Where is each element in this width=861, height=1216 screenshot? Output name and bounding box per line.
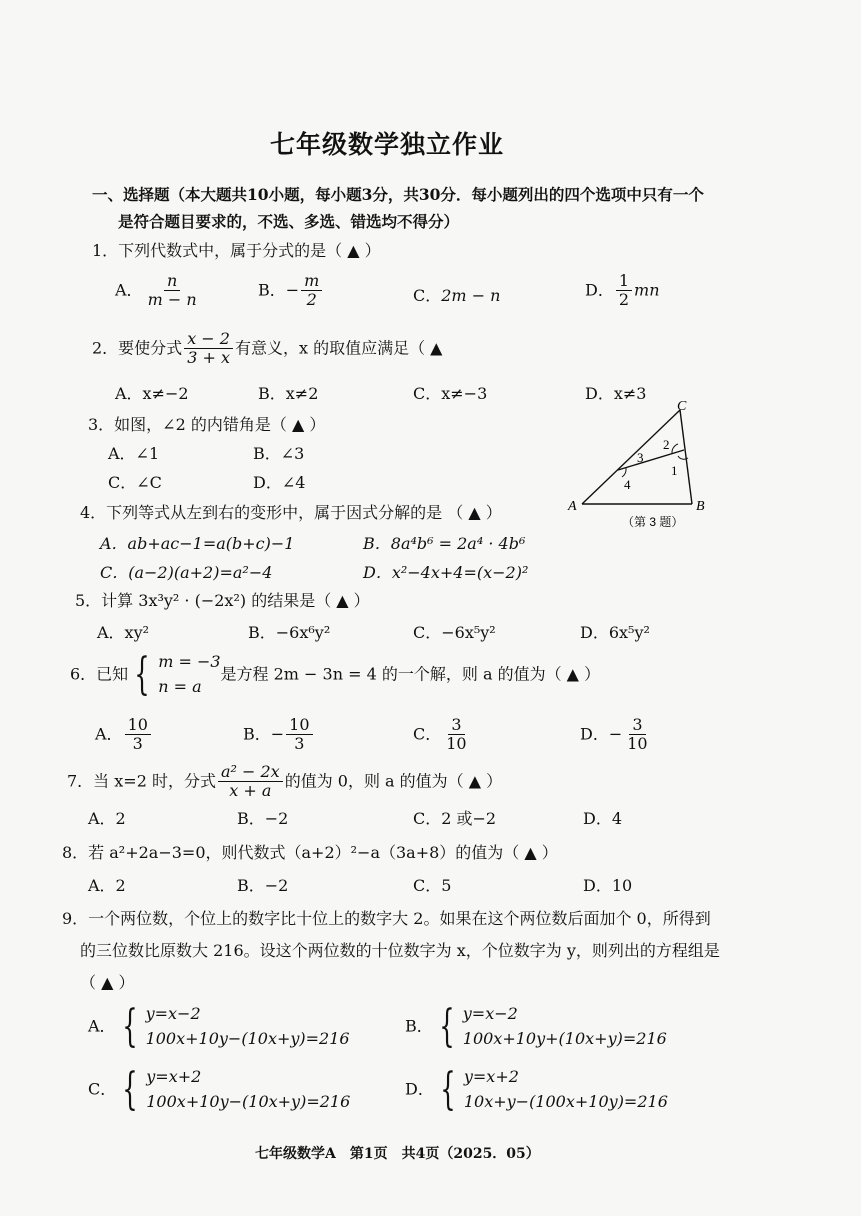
brace: {: [121, 1000, 138, 1052]
page-footer: 七年级数学A 第1页 共4页（2025．05）: [255, 1146, 540, 1162]
option-label: C．: [413, 724, 442, 744]
label-a: A: [568, 499, 577, 514]
system-line: y=x−2: [145, 1004, 201, 1023]
question-9-option-a: [88, 1002, 350, 1052]
option-label: B．−: [258, 280, 300, 300]
question-2-option-a: A．x≠−2: [115, 384, 189, 403]
option-label: D．: [405, 1079, 434, 1099]
option-label: B．−: [243, 724, 285, 744]
system-line: 100x+10y+(10x+y)=216: [462, 1028, 667, 1048]
fraction-numerator: 1: [616, 272, 632, 291]
question-6-stem: [70, 650, 600, 700]
segment-cb: [680, 410, 692, 504]
system-line: 100x+10y−(10x+y)=216: [146, 1091, 351, 1111]
question-9-option-c: [88, 1065, 350, 1115]
page-title: 七年级数学独立作业: [270, 130, 505, 159]
question-8-option-a: A．2: [88, 876, 126, 895]
question-9-line-1: 9．一个两位数，个位上的数字比十位上的数字大 2。如果在这个两位数后面加个 0，所得到: [62, 909, 711, 928]
question-9-option-b: [405, 1002, 667, 1052]
label-b: B: [696, 499, 705, 514]
system-line: y=x−2: [462, 1004, 518, 1023]
fraction-denominator: 2: [618, 290, 630, 310]
equation-system: [434, 1065, 668, 1115]
question-1-option-d: [585, 272, 660, 310]
option-label: A．: [88, 1016, 116, 1036]
question-2-stem: [92, 330, 442, 368]
option-text: 2m − n: [441, 286, 501, 305]
brace: {: [134, 648, 150, 700]
system-line: n = a: [158, 676, 202, 696]
question-8-stem: 8．若 a²+2a−3=0，则代数式（a+2）²−a（3a+8）的值为（ ▲ ）: [62, 843, 558, 862]
fraction-denominator: 3 + x: [187, 348, 230, 368]
brace: {: [439, 1000, 455, 1052]
stem-text: 的值为 0，则 a 的值为（ ▲ ）: [284, 771, 503, 791]
fraction-denominator: 3: [132, 734, 143, 754]
question-6-option-b: [243, 716, 315, 754]
question-9-option-d: [405, 1065, 668, 1115]
option-label: C．: [413, 286, 442, 305]
fraction-denominator: m − n: [147, 290, 197, 310]
fraction-numerator: 3: [629, 716, 645, 735]
question-7-option-c: C．2 或−2: [413, 809, 497, 828]
question-7-option-d: D．4: [583, 809, 623, 828]
question-3-option-d: D．∠4: [253, 473, 306, 492]
stem-text: 2．要使分式: [92, 338, 183, 358]
angle-label-1: 1: [671, 463, 678, 478]
fraction-denominator: 10: [446, 734, 467, 754]
fraction-numerator: n: [164, 272, 180, 291]
fraction-numerator: 10: [125, 716, 151, 735]
brace: {: [122, 1063, 138, 1115]
option-label: B．: [405, 1016, 433, 1036]
system-line: y=x+2: [463, 1067, 519, 1086]
angle-label-3: 3: [637, 450, 644, 465]
question-2-option-c: C．x≠−3: [413, 384, 488, 403]
option-text: mn: [634, 280, 660, 300]
question-7-option-a: A．2: [88, 809, 126, 828]
angle-label-2: 2: [663, 437, 670, 452]
fraction-denominator: x + a: [229, 781, 272, 801]
question-1-option-c: [413, 283, 500, 306]
question-4-option-b: B．8a⁴b⁶ = 2a⁴ · 4b⁶: [363, 534, 526, 553]
question-4-option-c: C．(a−2)(a+2)=a²−4: [100, 563, 273, 582]
question-8-option-b: B．−2: [237, 876, 289, 895]
equation-system: [128, 650, 220, 700]
question-9-line-2: 的三位数比原数大 216。设这个两位数的十位数字为 x，个位数字为 y，则列出的方程组是: [80, 941, 720, 960]
question-7-stem: [67, 763, 502, 801]
question-6-option-d: [580, 716, 653, 754]
fraction-numerator: m: [301, 272, 322, 291]
fraction-numerator: 10: [286, 716, 312, 735]
angle-label-4: 4: [624, 477, 631, 492]
section-header-line2: 是符合题目要求的，不选、多选、错选均不得分）: [118, 212, 460, 231]
question-6-option-c: [413, 716, 472, 754]
fraction-denominator: 2: [306, 290, 317, 310]
brace: {: [440, 1063, 456, 1115]
question-3-option-c: C．∠C: [108, 473, 162, 492]
question-1-stem: 1．下列代数式中，属于分式的是（ ▲ ）: [92, 241, 381, 260]
system-line: y=x+2: [146, 1067, 202, 1086]
question-1-option-a: [115, 272, 202, 310]
question-5-option-d: D．6x⁵y²: [580, 623, 650, 642]
question-5-option-c: C．−6x⁵y²: [413, 623, 496, 642]
section-header-line1: 一、选择题（本大题共10小题，每小题3分，共30分．每小题列出的四个选项中只有一个: [92, 185, 704, 204]
system-line: 10x+y−(100x+10y)=216: [463, 1091, 668, 1111]
question-5-stem: 5．计算 3x³y² · (−2x²) 的结果是（ ▲ ）: [75, 591, 370, 610]
label-c: C: [677, 399, 687, 414]
fraction-denominator: 3: [294, 734, 305, 754]
question-7-option-b: B．−2: [237, 809, 289, 828]
question-4-option-a: A．ab+ac−1=a(b+c)−1: [100, 534, 295, 553]
equation-system: [116, 1002, 350, 1052]
stem-text: 6．已知: [70, 664, 129, 684]
question-3-figure: [560, 398, 720, 538]
fraction-numerator: 3: [448, 716, 464, 735]
option-label: D．−: [580, 724, 623, 744]
question-3-stem: 3．如图，∠2 的内错角是（ ▲ ）: [88, 415, 326, 434]
segment-ac: [582, 410, 680, 504]
question-5-option-a: A．xy²: [97, 623, 150, 642]
question-3-option-b: B．∠3: [253, 444, 305, 463]
system-line: 100x+10y−(10x+y)=216: [145, 1028, 350, 1048]
question-9-line-3: （ ▲ ）: [80, 973, 135, 992]
question-6-option-a: [95, 716, 153, 754]
question-2-option-b: B．x≠2: [258, 384, 319, 403]
question-2-option-d: D．x≠3: [585, 384, 647, 403]
question-8-option-c: C．5: [413, 876, 452, 895]
equation-system: [116, 1065, 350, 1115]
question-4-option-d: D．x²−4x+4=(x−2)²: [363, 563, 529, 582]
equation-system: [433, 1002, 667, 1052]
fraction-denominator: 10: [627, 734, 648, 754]
question-3-option-a: A．∠1: [108, 444, 160, 463]
stem-text: 7．当 x=2 时，分式: [67, 771, 216, 791]
question-5-option-b: B．−6x⁶y²: [248, 623, 331, 642]
stem-text: 是方程 2m − 3n = 4 的一个解，则 a 的值为（ ▲ ）: [220, 664, 601, 684]
figure-caption: （第 3 题）: [622, 515, 684, 529]
fraction-numerator: a² − 2x: [218, 763, 283, 782]
question-4-stem: 4．下列等式从左到右的变形中，属于因式分解的是 （ ▲ ）: [80, 503, 502, 522]
option-label: D．: [585, 280, 614, 300]
option-label: A．: [95, 724, 123, 744]
angle-arc: [622, 468, 626, 477]
question-8-option-d: D．10: [583, 876, 633, 895]
question-1-option-b: [258, 272, 324, 310]
system-line: m = −3: [158, 652, 221, 671]
stem-text: 有意义，x 的取值应满足（ ▲: [234, 338, 443, 358]
fraction-numerator: x − 2: [184, 330, 233, 349]
option-label: C．: [88, 1079, 117, 1099]
option-label: A．: [115, 280, 143, 300]
